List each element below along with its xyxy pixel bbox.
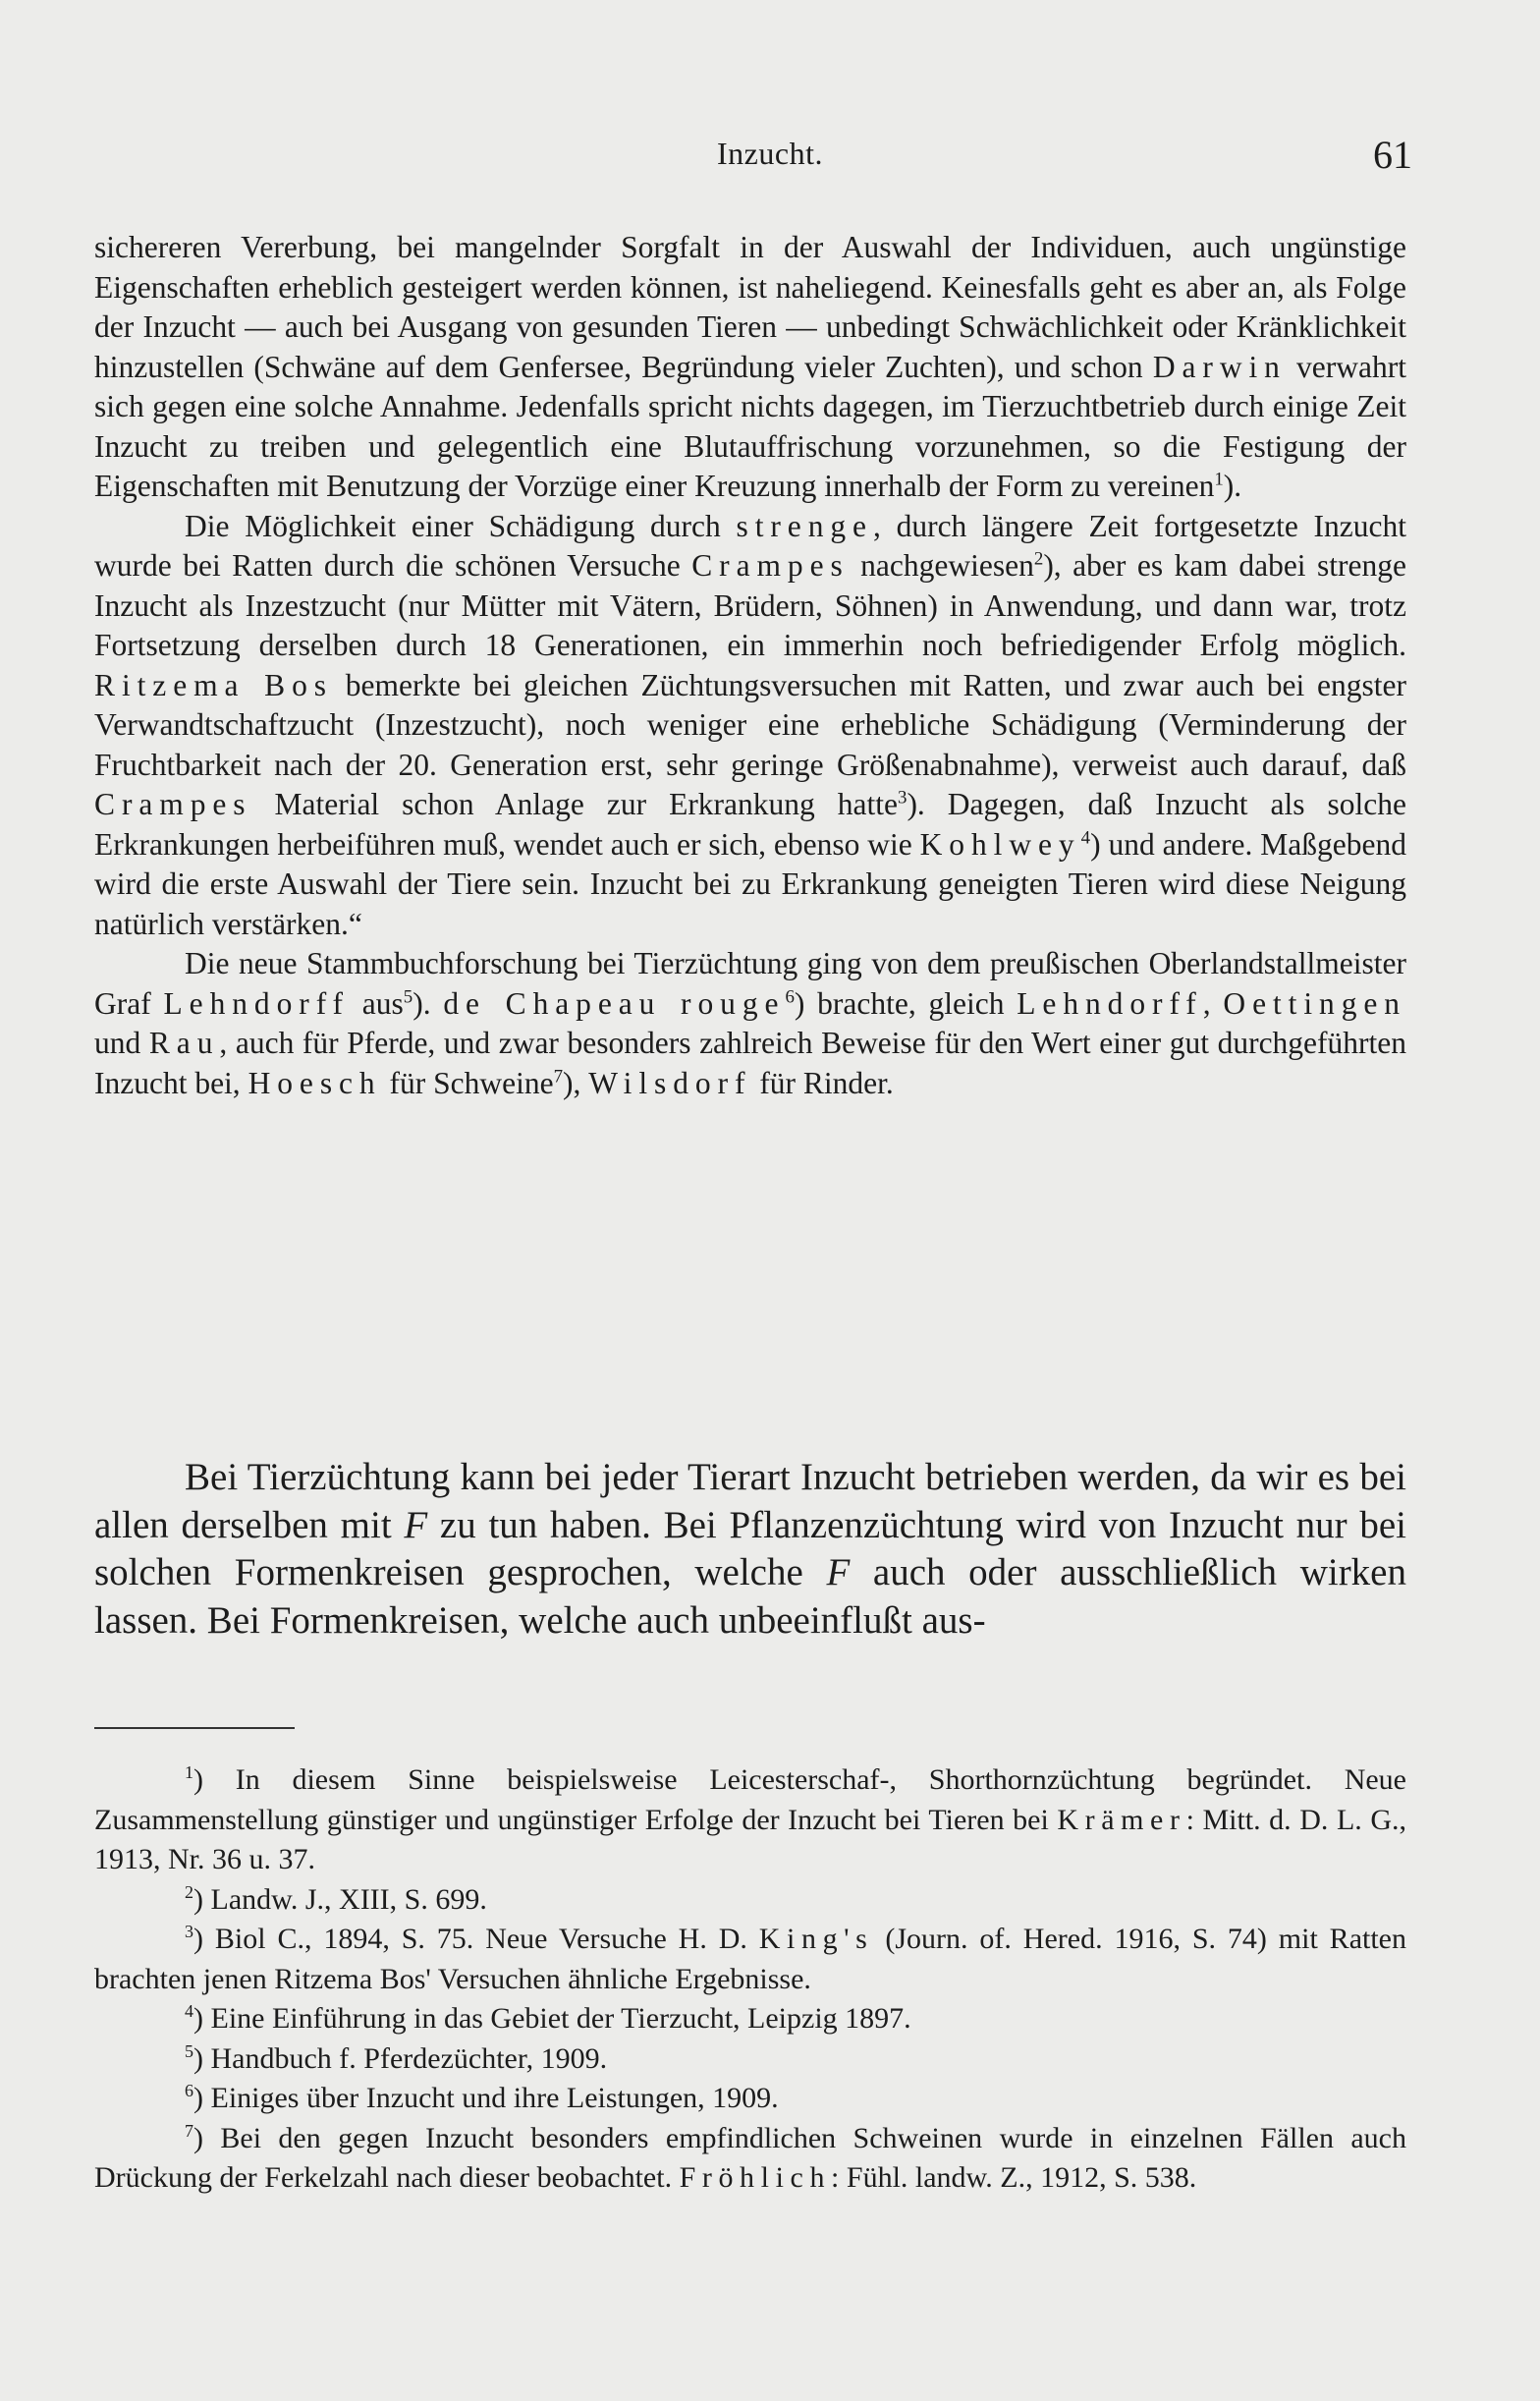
main-text: [94, 228, 1406, 1103]
text-run: ) Landw. J., XIII, S. 699.: [193, 1882, 487, 1916]
text-run: ) Handbuch f. Pferdezüchter, 1909.: [193, 2041, 608, 2075]
footnote: [94, 1880, 1406, 1921]
text-run: : Fühl. landw. Z., 1912, S. 538.: [831, 2161, 1197, 2194]
text-run: ).: [412, 985, 444, 1021]
symbol-f: F: [826, 1551, 851, 1593]
paragraph: [94, 944, 1406, 1103]
text-run: ). Dagegen, daß Inzucht als solche Erkrankungen herbeiführen muß, wendet auch er sich, ebenso wie: [94, 787, 1406, 862]
text-run: ), aber es kam dabei strenge Inzucht als Inzestzucht (nur Mütter mit Vätern, Brüdern, Söhnen) in Anwendung, und dann war, trotz Fortsetzung derselben durch 18 Generationen, ein immerhin noch befriedigender Erfolg möglich.: [94, 548, 1407, 662]
footnote-mark: 4: [185, 2001, 193, 2022]
symbol-f: F: [404, 1503, 428, 1546]
text-run: verwahrt sich gegen eine solche Annahme. Jedenfalls spricht nichts dagegen, im Tierzuchtbetrieb durch einige Zeit Inzucht zu treiben und gelegentlich eine Blutauffrischung vorzunehmen, so die Festigung der Eigenschaften mit Benutzung der Vorzüge einer Kreuzung innerhalb der Form zu vereinen: [94, 349, 1406, 503]
text-run: für Rinder.: [751, 1065, 894, 1100]
footnote-ref: 2: [1033, 548, 1044, 570]
footnote-divider: [94, 1727, 295, 1729]
footnote: [94, 1999, 1406, 2039]
author-name: Ritzema Bos: [94, 667, 333, 702]
footnote: [94, 2079, 1406, 2119]
text-run: ),: [563, 1065, 589, 1100]
text-run: auch oder ausschließlich wirken lassen. Bei Formenkreisen, welche auch unbeeinflußt aus-: [94, 1551, 1406, 1642]
author-name: Rau: [148, 1026, 220, 1060]
page-number: 61: [1373, 133, 1412, 177]
footnote-ref: 7: [553, 1066, 564, 1088]
footnote-ref: 4: [1080, 827, 1091, 849]
author-name: Darwin: [1152, 349, 1287, 384]
author-name: Kohlwey: [919, 826, 1081, 862]
author-name: Crampes: [94, 787, 252, 821]
paragraph: [94, 507, 1406, 945]
text-run: ) und andere. Maßgebend wird die erste Auswahl der Tiere sein. Inzucht bei zu Erkrankung geneigten Tieren wird diese Neigung natürlich verstärken.“: [94, 826, 1406, 941]
text-run: ) Eine Einführung in das Gebiet der Tierzucht, Leipzig 1897.: [193, 2002, 911, 2035]
footnote: [94, 2119, 1406, 2199]
text-run: aus: [349, 985, 404, 1021]
author-name: Lehndorff: [163, 985, 350, 1021]
text-run: : Mitt. d. D. L. G., 1913, Nr. 36 u. 37.: [94, 1803, 1406, 1875]
text-run: ,: [1202, 985, 1224, 1021]
running-title: Inzucht.: [717, 136, 823, 171]
footnote: [94, 2039, 1406, 2080]
author-name: Oettingen: [1223, 985, 1406, 1021]
text-run: ) In diesem Sinne beispielsweise Leicesterschaf-, Shorthornzüchtung begründet. Neue Zusammenstellung günstiger und ungünstiger Erfolge der Inzucht bei Tieren bei: [94, 1763, 1406, 1836]
text-run: , durch längere Zeit fortgesetzte Inzucht wurde bei Ratten durch die schönen Versuche: [94, 508, 1406, 583]
author-name: de Chapeau rouge: [443, 985, 786, 1021]
text-run: nachgewiesen: [849, 548, 1034, 583]
text-run: ) Biol C., 1894, S. 75. Neue Versuche H. D.: [193, 1923, 759, 1955]
author-name: Hoesch: [248, 1065, 382, 1100]
footnote-ref: 6: [785, 986, 795, 1008]
footnote-mark: 1: [185, 1762, 193, 1783]
text-run: bemerkte bei gleichen Züchtungsversuchen mit Ratten, und zwar auch bei engster Verwandtschaftzucht (Inzestzucht), noch weniger eine erhebliche Schädigung (Verminderung der Fruchtbarkeit nach der 20. Generation erst, sehr geringe Größenabnahme), verweist auch darauf, daß: [94, 667, 1406, 782]
text-run: ) brachte, gleich: [794, 985, 1018, 1021]
text-run: Die neue Stammbuchforschung bei Tierzüchtung ging von dem preußischen Oberlandstallmeister Graf: [94, 946, 1406, 1021]
footnote: [94, 1760, 1406, 1880]
text-run: ) Bei den gegen Inzucht besonders empfindlichen Schweinen wurde in einzelnen Fällen auch Drückung der Ferkelzahl nach dieser beobachtet.: [94, 2121, 1406, 2194]
paragraph: [94, 228, 1406, 507]
text-run: für Schweine: [381, 1065, 554, 1100]
author-name: Lehndorff: [1017, 985, 1203, 1021]
summary-text: [94, 1454, 1406, 1645]
footnote-mark: 6: [185, 2081, 193, 2101]
author-name: King's: [758, 1923, 874, 1955]
footnote-mark: 2: [185, 1881, 193, 1902]
author-name: Fröhlich: [679, 2161, 832, 2194]
text-run: , auch für Pferde, und zwar besonders zahlreich Beweise für den Wert einer gut durchgeführten Inzucht bei,: [94, 1026, 1406, 1100]
footnote: [94, 1920, 1406, 1999]
footnote-ref: 5: [403, 986, 413, 1008]
author-name: Wilsdorf: [588, 1065, 752, 1100]
text-run: und: [94, 1026, 149, 1060]
text-run: ) Einiges über Inzucht und ihre Leistungen, 1909.: [193, 2082, 779, 2114]
footnote-mark: 3: [185, 1922, 193, 1942]
text-run: Die Möglichkeit einer Schädigung durch: [185, 508, 737, 543]
text-run: Bei Tierzüchtung kann bei jeder Tierart Inzucht betrieben werden, da wir es bei allen derselben mit: [94, 1456, 1406, 1546]
text-run: ).: [1223, 469, 1242, 503]
author-name: Krämer: [1057, 1803, 1186, 1836]
footnote-mark: 5: [185, 2040, 193, 2061]
emphasis: strenge: [736, 508, 873, 543]
paragraph: [94, 1454, 1406, 1645]
author-name: Crampes: [691, 548, 850, 583]
footnote-ref: 3: [897, 787, 908, 809]
text-run: Material schon Anlage zur Erkrankung hatte: [251, 787, 898, 821]
footnote-ref: 1: [1214, 469, 1224, 490]
text-run: sichereren Vererbung, bei mangelnder Sorgfalt in der Auswahl der Individuen, auch ungünstige Eigenschaften erheblich gesteigert werden können, ist naheliegend. Keinesfalls geht es aber an, als Folge der Inzucht — auch bei Ausgang von gesunden Tieren — unbedingt Schwächlichkeit oder Kränklichkeit hinzustellen (Schwäne auf dem Genfersee, Begründung vieler Zuchten), und schon: [94, 230, 1406, 384]
text-run: (Journ. of. Hered. 1916, S. 74) mit Ratten brachten jenen Ritzema Bos' Versuchen ähnliche Ergebnisse.: [94, 1923, 1406, 1995]
text-run: zu tun haben. Bei Pflanzenzüchtung wird von Inzucht nur bei solchen Formenkreisen gesprochen, welche: [94, 1503, 1406, 1593]
footnotes: [94, 1760, 1406, 2199]
footnote-mark: 7: [185, 2120, 193, 2141]
